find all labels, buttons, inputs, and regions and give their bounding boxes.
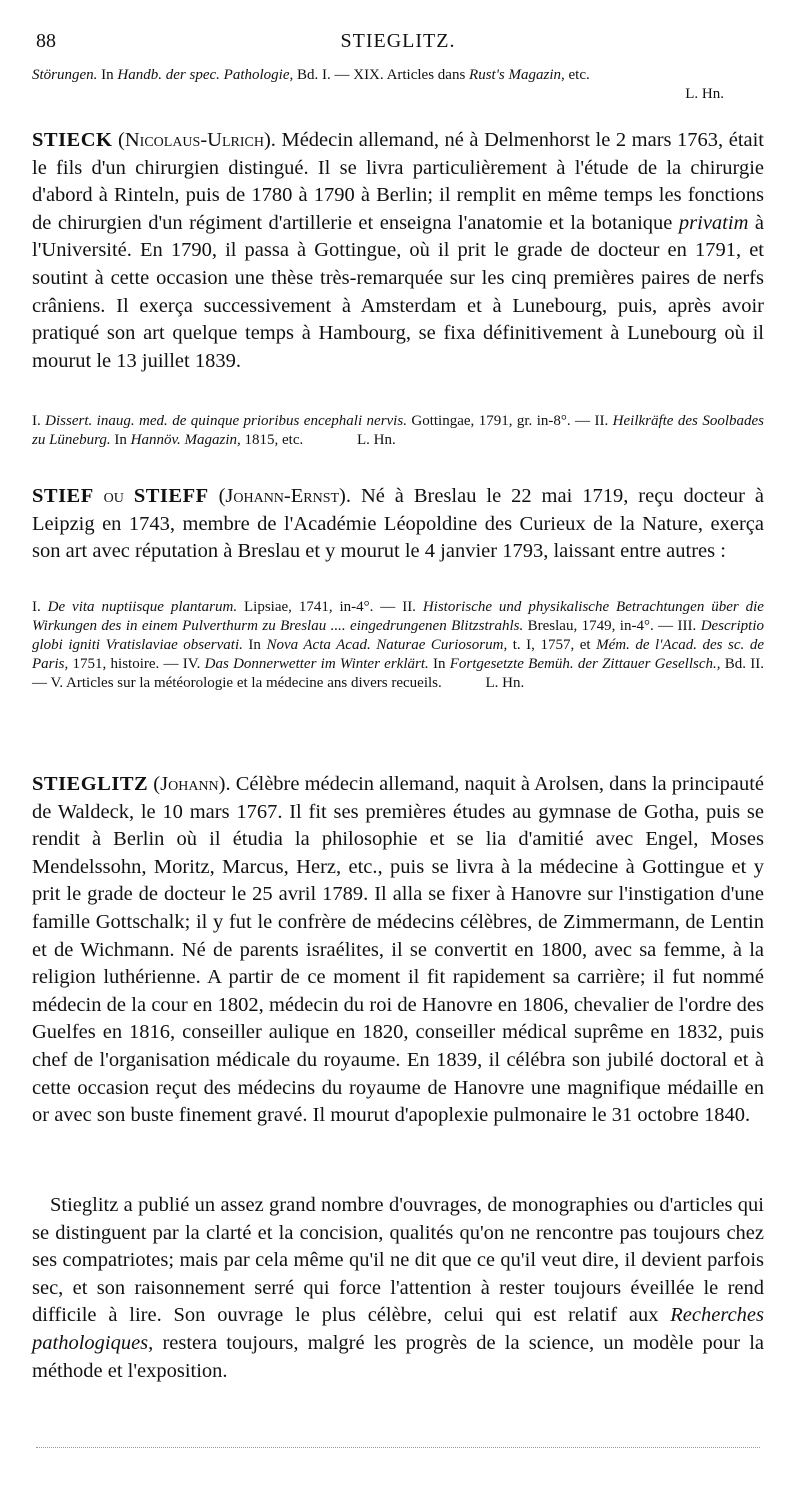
page-number: 88: [36, 30, 56, 52]
entry-name: STIEGLITZ: [32, 773, 149, 795]
author-signature: L. Hn.: [485, 675, 525, 691]
entry-given-name: (Johann-Ernst).: [218, 485, 352, 507]
entry-name: STIEF: [32, 485, 94, 507]
page-header: [36, 30, 760, 60]
entry-given-name: (Johann).: [153, 773, 231, 795]
stieck-bibliography: I. Dissert. inaug. med. de quinque prioribus encephali nervis. Gottingae, 1791, gr. in-8°. — II. Heilkräfte des Soolbades zu Lüneburg. In Hannöv. Magazin, 1815, etc. L. Hn.: [32, 413, 764, 448]
author-signature: L. Hn.: [357, 432, 396, 448]
continued-bibliography: Störungen. In Handb. der spec. Pathologie, Bd. I. — XIX. Articles dans Rust's Magazin, etc. L. Hn.: [32, 66, 764, 104]
author-signature: L. Hn.: [685, 86, 724, 102]
entry-name: STIECK: [32, 129, 113, 151]
running-title: STIEGLITZ.: [340, 30, 456, 52]
entry-stieck: STIECK (Nicolaus-Ulrich). Médecin allemand, né à Delmenhorst le 2 mars 1763, était le fils d'un chirurgien distingué. Il se livra particulièrement à l'étude de la chirurgie d'abord à Rinteln, puis de 1780 à 1790 à Berlin; il remplit en même temps les fonctions de chirurgien d'un régiment d'artillerie et enseigna l'anatomie et la botanique privatim à l'Université. En 1790, il passa à Gottingue, où il prit le grade de docteur en 1791, et soutint à cette occasion une thèse très-remarquée sur les cinq premières paires de nerfs crâniens. Il exerça successivement à Amsterdam et à Lunebourg, puis, après avoir pratiqué son art quelque temps à Hambourg, se fixa définitivement à Lunebourg où il mourut le 13 juillet 1839.: [32, 129, 764, 372]
entry-stieglitz: STIEGLITZ (Johann). Célèbre médecin allemand, naquit à Arolsen, dans la principauté de Waldeck, le 10 mars 1767. Il fit ses premières études au gymnase de Gotha, puis se rendit à Berlin où il étudia la philosophie et se lia d'amitié avec Engel, Moses Mendelssohn, Moritz, Marcus, Herz, etc., puis se livra à la médecine à Gottingue et y prit le grade de docteur le 25 avril 1789. Il alla se fixer à Hanovre sur l'instigation d'une famille Gottschalk; il y fut le confrère de médecins célèbres, de Zimmermann, de Lentin et de Wichmann. Né de parents israélites, il se convertit en 1800, avec sa femme, à la religion luthérienne. A partir de ce moment il fit rapidement sa carrière; il fut nommé médecin de la cour en 1802, médecin du roi de Hanovre en 1806, chevalier de l'ordre des Guelfes en 1816, conseiller aulique en 1820, conseiller médical suprême en 1832, puis chef de l'organisation médicale du royaume. En 1839, il célébra son jubilé doctoral et à cette occasion reçut des médecins du royaume de Hanovre une magnifique médaille en or avec son buste finement gravé. Il mourut d'apoplexie pulmonaire le 31 octobre 1840.: [32, 773, 764, 1127]
stieglitz-paragraph-2: Stieglitz a publié un assez grand nombre d'ouvrages, de monographies ou d'articles qui se distinguent par la clarté et la concision, qualités qu'on ne rencontre pas toujours chez ses compatriotes; mais par cela même qu'il ne dit que ce qu'il veut dire, il devient parfois sec, et son raisonnement serré qui force l'attention à rester toujours éveillée le rend difficile à lire. Son ouvrage le plus célèbre, celui qui est relatif aux Recherches pathologiques, restera toujours, malgré les progrès de la science, un modèle pour la méthode et l'exposition.: [32, 1194, 764, 1382]
entry-name-alt: STIEFF: [133, 485, 209, 507]
page-bottom-divider: [36, 1447, 760, 1448]
entry-given-name: (Nicolaus-Ulrich).: [118, 129, 276, 151]
stief-bibliography: I. De vita nuptiisque plantarum. Lipsiae, 1741, in-4°. — II. Historische und physikalische Betrachtungen über die Wirkungen des in einem Pulverthurm zu Breslau .... eingedrungenen Blitzstrahls. Breslau, 1749, in-4°. — III. Descriptio globi igniti Vratislaviae observati. In Nova Acta Acad. Naturae Curiosorum, t. I, 1757, et Mém. de l'Acad. des sc. de Paris, 1751, histoire. — IV. Das Donnerwetter im Winter erklärt. In Fortgesetzte Bemüh. der Zittauer Gesellsch., Bd. II. — V. Articles sur la météorologie et la médecine ans divers recueils. L. Hn.: [32, 599, 765, 691]
entry-stief: STIEF ou STIEFF (Johann-Ernst). Né à Breslau le 22 mai 1719, reçu docteur à Leipzig en 1743, membre de l'Académie Léopoldine des Curieux de la Nature, exerça son art avec réputation à Breslau et y mourut le 4 janvier 1793, laissant entre autres :: [32, 485, 764, 563]
